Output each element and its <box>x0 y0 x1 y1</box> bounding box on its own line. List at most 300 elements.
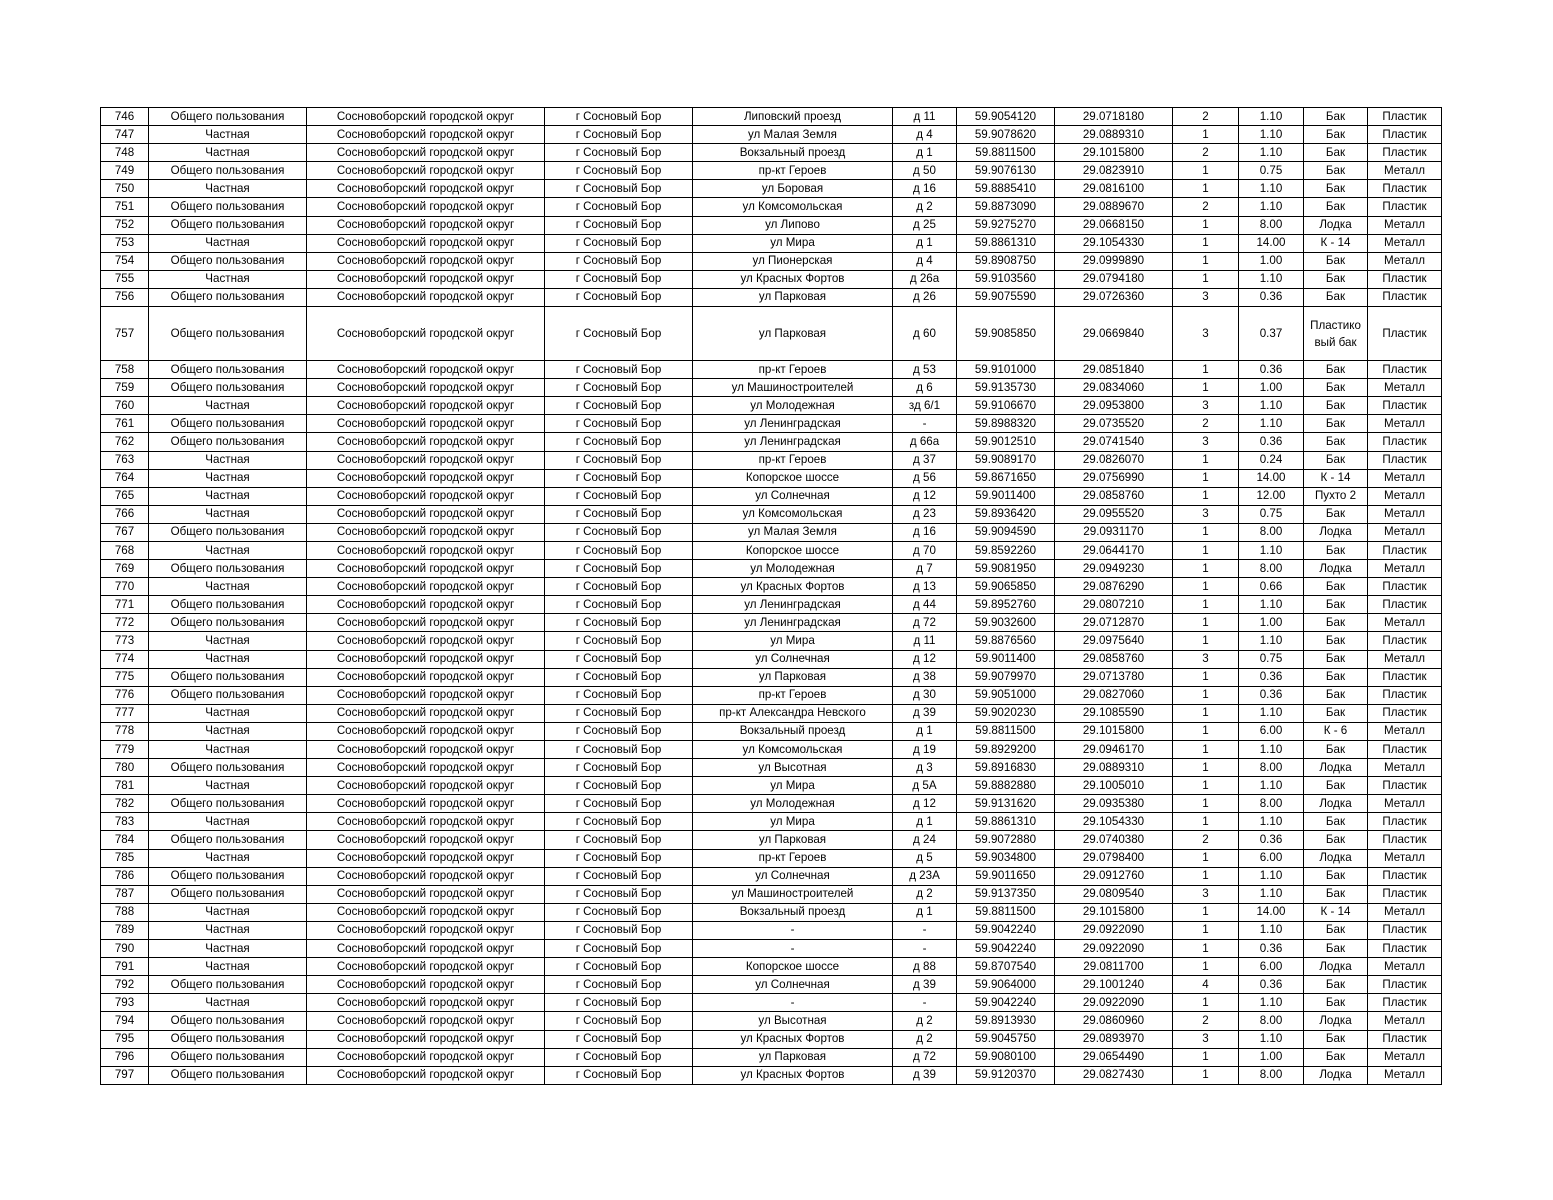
municipality-cell: Сосновоборский городской округ <box>307 162 545 180</box>
container-material-cell: Пластик <box>1368 831 1442 849</box>
container-count-cell: 3 <box>1173 885 1239 903</box>
latitude-cell: 59.9120370 <box>957 1066 1055 1084</box>
building-cell: д 66а <box>893 433 957 451</box>
longitude-cell: 29.0827430 <box>1055 1066 1173 1084</box>
latitude-cell: 59.9011400 <box>957 650 1055 668</box>
settlement-cell: г Сосновый Бор <box>545 940 693 958</box>
latitude-cell: 59.9011400 <box>957 487 1055 505</box>
street-cell: пр-кт Героев <box>693 451 893 469</box>
ownership-type-cell: Частная <box>149 505 307 523</box>
building-cell: д 53 <box>893 361 957 379</box>
container-type-cell: Бак <box>1304 921 1368 939</box>
building-cell: д 50 <box>893 162 957 180</box>
table-row <box>101 1048 1442 1066</box>
latitude-cell: 59.9101000 <box>957 361 1055 379</box>
container-type-cell: Лодка <box>1304 759 1368 777</box>
building-cell: - <box>893 940 957 958</box>
street-cell: ул Мира <box>693 813 893 831</box>
ownership-type-cell: Частная <box>149 849 307 867</box>
container-material-cell: Металл <box>1368 216 1442 234</box>
street-cell: ул Ленинградская <box>693 415 893 433</box>
latitude-cell: 59.8916830 <box>957 759 1055 777</box>
row-number-cell: 777 <box>101 704 149 722</box>
ownership-type-cell: Частная <box>149 270 307 288</box>
longitude-cell: 29.1015800 <box>1055 903 1173 921</box>
table-row <box>101 469 1442 487</box>
table-row <box>101 1066 1442 1084</box>
container-type-cell: Бак <box>1304 288 1368 306</box>
container-type-cell: Бак <box>1304 578 1368 596</box>
table-row <box>101 596 1442 614</box>
longitude-cell: 29.0889310 <box>1055 759 1173 777</box>
container-type-cell: Бак <box>1304 686 1368 704</box>
row-number-cell: 761 <box>101 415 149 433</box>
container-type-cell: Лодка <box>1304 795 1368 813</box>
municipality-cell: Сосновоборский городской округ <box>307 1012 545 1030</box>
ownership-type-cell: Частная <box>149 469 307 487</box>
container-count-cell: 1 <box>1173 849 1239 867</box>
building-cell: д 4 <box>893 252 957 270</box>
row-number-cell: 792 <box>101 976 149 994</box>
building-cell: д 23А <box>893 867 957 885</box>
municipality-cell: Сосновоборский городской округ <box>307 885 545 903</box>
container-volume-cell: 0.66 <box>1239 578 1304 596</box>
table-row <box>101 270 1442 288</box>
settlement-cell: г Сосновый Бор <box>545 759 693 777</box>
container-type-cell: Бак <box>1304 415 1368 433</box>
container-count-cell: 1 <box>1173 867 1239 885</box>
street-cell: ул Солнечная <box>693 867 893 885</box>
table-row <box>101 252 1442 270</box>
table-row <box>101 397 1442 415</box>
building-cell: д 25 <box>893 216 957 234</box>
container-type-cell: Бак <box>1304 126 1368 144</box>
table-row <box>101 144 1442 162</box>
settlement-cell: г Сосновый Бор <box>545 216 693 234</box>
municipality-cell: Сосновоборский городской округ <box>307 270 545 288</box>
container-type-cell: Бак <box>1304 198 1368 216</box>
building-cell: д 2 <box>893 198 957 216</box>
settlement-cell: г Сосновый Бор <box>545 668 693 686</box>
container-material-cell: Металл <box>1368 505 1442 523</box>
municipality-cell: Сосновоборский городской округ <box>307 1066 545 1084</box>
municipality-cell: Сосновоборский городской округ <box>307 722 545 740</box>
municipality-cell: Сосновоборский городской округ <box>307 940 545 958</box>
container-material-cell: Металл <box>1368 379 1442 397</box>
ownership-type-cell: Частная <box>149 451 307 469</box>
container-count-cell: 1 <box>1173 795 1239 813</box>
municipality-cell: Сосновоборский городской округ <box>307 523 545 541</box>
municipality-cell: Сосновоборский городской округ <box>307 252 545 270</box>
container-count-cell: 1 <box>1173 126 1239 144</box>
building-cell: д 6 <box>893 379 957 397</box>
container-volume-cell: 14.00 <box>1239 234 1304 252</box>
container-type-cell: Бак <box>1304 994 1368 1012</box>
row-number-cell: 771 <box>101 596 149 614</box>
table-row <box>101 560 1442 578</box>
settlement-cell: г Сосновый Бор <box>545 578 693 596</box>
container-material-cell: Металл <box>1368 795 1442 813</box>
municipality-cell: Сосновоборский городской округ <box>307 741 545 759</box>
container-count-cell: 2 <box>1173 415 1239 433</box>
longitude-cell: 29.0893970 <box>1055 1030 1173 1048</box>
row-number-cell: 766 <box>101 505 149 523</box>
latitude-cell: 59.8988320 <box>957 415 1055 433</box>
building-cell: д 2 <box>893 885 957 903</box>
table-row <box>101 126 1442 144</box>
building-cell: д 39 <box>893 976 957 994</box>
municipality-cell: Сосновоборский городской округ <box>307 451 545 469</box>
settlement-cell: г Сосновый Бор <box>545 433 693 451</box>
container-volume-cell: 1.00 <box>1239 1048 1304 1066</box>
settlement-cell: г Сосновый Бор <box>545 704 693 722</box>
ownership-type-cell: Общего пользования <box>149 523 307 541</box>
ownership-type-cell: Общего пользования <box>149 379 307 397</box>
container-material-cell: Пластик <box>1368 632 1442 650</box>
longitude-cell: 29.0669840 <box>1055 307 1173 361</box>
latitude-cell: 59.9080100 <box>957 1048 1055 1066</box>
street-cell: пр-кт Героев <box>693 849 893 867</box>
row-number-cell: 756 <box>101 288 149 306</box>
municipality-cell: Сосновоборский городской округ <box>307 144 545 162</box>
ownership-type-cell: Частная <box>149 144 307 162</box>
latitude-cell: 59.8873090 <box>957 198 1055 216</box>
container-volume-cell: 1.10 <box>1239 885 1304 903</box>
table-row <box>101 505 1442 523</box>
municipality-cell: Сосновоборский городской округ <box>307 469 545 487</box>
municipality-cell: Сосновоборский городской округ <box>307 686 545 704</box>
container-material-cell: Пластик <box>1368 198 1442 216</box>
container-material-cell: Металл <box>1368 523 1442 541</box>
settlement-cell: г Сосновый Бор <box>545 722 693 740</box>
container-material-cell: Пластик <box>1368 596 1442 614</box>
container-count-cell: 1 <box>1173 578 1239 596</box>
street-cell: ул Красных Фортов <box>693 1030 893 1048</box>
container-count-cell: 1 <box>1173 469 1239 487</box>
container-type-cell: Бак <box>1304 813 1368 831</box>
ownership-type-cell: Общего пользования <box>149 976 307 994</box>
ownership-type-cell: Частная <box>149 940 307 958</box>
table-row <box>101 578 1442 596</box>
latitude-cell: 59.8882880 <box>957 777 1055 795</box>
container-material-cell: Пластик <box>1368 1030 1442 1048</box>
row-number-cell: 747 <box>101 126 149 144</box>
settlement-cell: г Сосновый Бор <box>545 994 693 1012</box>
longitude-cell: 29.0949230 <box>1055 560 1173 578</box>
street-cell: ул Мира <box>693 777 893 795</box>
ownership-type-cell: Частная <box>149 903 307 921</box>
row-number-cell: 788 <box>101 903 149 921</box>
settlement-cell: г Сосновый Бор <box>545 541 693 559</box>
container-count-cell: 1 <box>1173 704 1239 722</box>
municipality-cell: Сосновоборский городской округ <box>307 216 545 234</box>
municipality-cell: Сосновоборский городской округ <box>307 831 545 849</box>
row-number-cell: 785 <box>101 849 149 867</box>
street-cell: Копорское шоссе <box>693 469 893 487</box>
latitude-cell: 59.9034800 <box>957 849 1055 867</box>
container-volume-cell: 6.00 <box>1239 722 1304 740</box>
row-number-cell: 791 <box>101 958 149 976</box>
container-material-cell: Металл <box>1368 1012 1442 1030</box>
longitude-cell: 29.0858760 <box>1055 650 1173 668</box>
container-count-cell: 1 <box>1173 162 1239 180</box>
ownership-type-cell: Общего пользования <box>149 198 307 216</box>
municipality-cell: Сосновоборский городской округ <box>307 397 545 415</box>
container-volume-cell: 1.10 <box>1239 632 1304 650</box>
building-cell: д 26 <box>893 288 957 306</box>
municipality-cell: Сосновоборский городской округ <box>307 578 545 596</box>
table-row <box>101 777 1442 795</box>
latitude-cell: 59.9081950 <box>957 560 1055 578</box>
row-number-cell: 795 <box>101 1030 149 1048</box>
container-material-cell: Пластик <box>1368 578 1442 596</box>
ownership-type-cell: Общего пользования <box>149 795 307 813</box>
settlement-cell: г Сосновый Бор <box>545 1030 693 1048</box>
building-cell: д 2 <box>893 1030 957 1048</box>
container-material-cell: Пластик <box>1368 270 1442 288</box>
container-material-cell: Пластик <box>1368 867 1442 885</box>
street-cell: ул Пионерская <box>693 252 893 270</box>
table-row <box>101 813 1442 831</box>
container-count-cell: 1 <box>1173 361 1239 379</box>
container-volume-cell: 1.10 <box>1239 108 1304 126</box>
settlement-cell: г Сосновый Бор <box>545 415 693 433</box>
container-type-cell: Бак <box>1304 976 1368 994</box>
container-type-cell: Бак <box>1304 650 1368 668</box>
container-type-cell: Бак <box>1304 451 1368 469</box>
container-volume-cell: 8.00 <box>1239 795 1304 813</box>
container-volume-cell: 0.36 <box>1239 686 1304 704</box>
container-volume-cell: 1.10 <box>1239 198 1304 216</box>
building-cell: д 16 <box>893 523 957 541</box>
settlement-cell: г Сосновый Бор <box>545 560 693 578</box>
latitude-cell: 59.8913930 <box>957 1012 1055 1030</box>
municipality-cell: Сосновоборский городской округ <box>307 307 545 361</box>
latitude-cell: 59.8936420 <box>957 505 1055 523</box>
container-type-cell: Бак <box>1304 632 1368 650</box>
street-cell: ул Красных Фортов <box>693 1066 893 1084</box>
building-cell: д 1 <box>893 903 957 921</box>
container-volume-cell: 6.00 <box>1239 958 1304 976</box>
container-type-cell: Лодка <box>1304 523 1368 541</box>
container-volume-cell: 1.10 <box>1239 126 1304 144</box>
container-type-cell: Бак <box>1304 668 1368 686</box>
container-volume-cell: 0.75 <box>1239 650 1304 668</box>
container-volume-cell: 1.10 <box>1239 921 1304 939</box>
container-type-cell: Бак <box>1304 614 1368 632</box>
municipality-cell: Сосновоборский городской округ <box>307 632 545 650</box>
ownership-type-cell: Общего пользования <box>149 885 307 903</box>
container-type-cell: Лодка <box>1304 849 1368 867</box>
longitude-cell: 29.0858760 <box>1055 487 1173 505</box>
municipality-cell: Сосновоборский городской округ <box>307 198 545 216</box>
row-number-cell: 779 <box>101 741 149 759</box>
longitude-cell: 29.0823910 <box>1055 162 1173 180</box>
settlement-cell: г Сосновый Бор <box>545 198 693 216</box>
container-volume-cell: 0.37 <box>1239 307 1304 361</box>
street-cell: ул Высотная <box>693 759 893 777</box>
container-count-cell: 1 <box>1173 541 1239 559</box>
longitude-cell: 29.1001240 <box>1055 976 1173 994</box>
table-row <box>101 433 1442 451</box>
building-cell: д 2 <box>893 1012 957 1030</box>
latitude-cell: 59.8876560 <box>957 632 1055 650</box>
container-count-cell: 3 <box>1173 1030 1239 1048</box>
settlement-cell: г Сосновый Бор <box>545 108 693 126</box>
container-count-cell: 2 <box>1173 831 1239 849</box>
building-cell: д 24 <box>893 831 957 849</box>
container-volume-cell: 0.75 <box>1239 505 1304 523</box>
street-cell: ул Высотная <box>693 1012 893 1030</box>
building-cell: д 5 <box>893 849 957 867</box>
container-count-cell: 2 <box>1173 198 1239 216</box>
street-cell: ул Красных Фортов <box>693 578 893 596</box>
latitude-cell: 59.8929200 <box>957 741 1055 759</box>
container-type-cell: Пластико вый бак <box>1304 307 1368 361</box>
settlement-cell: г Сосновый Бор <box>545 505 693 523</box>
settlement-cell: г Сосновый Бор <box>545 307 693 361</box>
container-type-cell: Бак <box>1304 1048 1368 1066</box>
building-cell: д 7 <box>893 560 957 578</box>
row-number-cell: 749 <box>101 162 149 180</box>
container-volume-cell: 0.36 <box>1239 668 1304 686</box>
row-number-cell: 759 <box>101 379 149 397</box>
latitude-cell: 59.9065850 <box>957 578 1055 596</box>
container-type-cell: К - 14 <box>1304 234 1368 252</box>
longitude-cell: 29.0922090 <box>1055 921 1173 939</box>
row-number-cell: 770 <box>101 578 149 596</box>
container-volume-cell: 1.00 <box>1239 379 1304 397</box>
container-type-cell: К - 6 <box>1304 722 1368 740</box>
latitude-cell: 59.8811500 <box>957 903 1055 921</box>
municipality-cell: Сосновоборский городской округ <box>307 813 545 831</box>
longitude-cell: 29.1015800 <box>1055 144 1173 162</box>
latitude-cell: 59.8811500 <box>957 144 1055 162</box>
latitude-cell: 59.8885410 <box>957 180 1055 198</box>
street-cell: ул Молодежная <box>693 560 893 578</box>
container-type-cell: Бак <box>1304 596 1368 614</box>
latitude-cell: 59.9089170 <box>957 451 1055 469</box>
latitude-cell: 59.8671650 <box>957 469 1055 487</box>
container-type-cell: Бак <box>1304 162 1368 180</box>
container-count-cell: 1 <box>1173 994 1239 1012</box>
table-row <box>101 1030 1442 1048</box>
container-type-cell: Бак <box>1304 831 1368 849</box>
container-count-cell: 1 <box>1173 216 1239 234</box>
building-cell: д 39 <box>893 1066 957 1084</box>
longitude-cell: 29.0922090 <box>1055 994 1173 1012</box>
longitude-cell: 29.0756990 <box>1055 469 1173 487</box>
container-material-cell: Пластик <box>1368 976 1442 994</box>
row-number-cell: 758 <box>101 361 149 379</box>
latitude-cell: 59.9011650 <box>957 867 1055 885</box>
settlement-cell: г Сосновый Бор <box>545 632 693 650</box>
latitude-cell: 59.9131620 <box>957 795 1055 813</box>
ownership-type-cell: Частная <box>149 650 307 668</box>
settlement-cell: г Сосновый Бор <box>545 361 693 379</box>
street-cell: ул Малая Земля <box>693 523 893 541</box>
longitude-cell: 29.0935380 <box>1055 795 1173 813</box>
settlement-cell: г Сосновый Бор <box>545 523 693 541</box>
ownership-type-cell: Частная <box>149 777 307 795</box>
settlement-cell: г Сосновый Бор <box>545 451 693 469</box>
ownership-type-cell: Общего пользования <box>149 415 307 433</box>
building-cell: д 11 <box>893 108 957 126</box>
street-cell: - <box>693 921 893 939</box>
row-number-cell: 751 <box>101 198 149 216</box>
building-cell: д 12 <box>893 487 957 505</box>
longitude-cell: 29.0889310 <box>1055 126 1173 144</box>
container-volume-cell: 8.00 <box>1239 759 1304 777</box>
table-row <box>101 741 1442 759</box>
table-row <box>101 668 1442 686</box>
row-number-cell: 752 <box>101 216 149 234</box>
municipality-cell: Сосновоборский городской округ <box>307 541 545 559</box>
street-cell: ул Комсомольская <box>693 505 893 523</box>
settlement-cell: г Сосновый Бор <box>545 849 693 867</box>
container-material-cell: Пластик <box>1368 397 1442 415</box>
row-number-cell: 783 <box>101 813 149 831</box>
ownership-type-cell: Общего пользования <box>149 1048 307 1066</box>
container-volume-cell: 14.00 <box>1239 469 1304 487</box>
row-number-cell: 768 <box>101 541 149 559</box>
ownership-type-cell: Частная <box>149 541 307 559</box>
building-cell: - <box>893 994 957 1012</box>
container-volume-cell: 14.00 <box>1239 903 1304 921</box>
longitude-cell: 29.0851840 <box>1055 361 1173 379</box>
container-type-cell: Бак <box>1304 433 1368 451</box>
building-cell: д 1 <box>893 813 957 831</box>
longitude-cell: 29.0713780 <box>1055 668 1173 686</box>
row-number-cell: 764 <box>101 469 149 487</box>
container-type-cell: Бак <box>1304 1030 1368 1048</box>
latitude-cell: 59.9085850 <box>957 307 1055 361</box>
container-material-cell: Металл <box>1368 234 1442 252</box>
container-type-cell: Бак <box>1304 541 1368 559</box>
ownership-type-cell: Общего пользования <box>149 596 307 614</box>
table-row <box>101 759 1442 777</box>
latitude-cell: 59.9275270 <box>957 216 1055 234</box>
building-cell: д 5А <box>893 777 957 795</box>
latitude-cell: 59.9032600 <box>957 614 1055 632</box>
container-count-cell: 1 <box>1173 270 1239 288</box>
table-row <box>101 831 1442 849</box>
container-material-cell: Металл <box>1368 958 1442 976</box>
latitude-cell: 59.8861310 <box>957 234 1055 252</box>
table-row <box>101 216 1442 234</box>
container-material-cell: Пластик <box>1368 541 1442 559</box>
building-cell: д 38 <box>893 668 957 686</box>
container-material-cell: Пластик <box>1368 126 1442 144</box>
table-row <box>101 108 1442 126</box>
municipality-cell: Сосновоборский городской округ <box>307 650 545 668</box>
row-number-cell: 746 <box>101 108 149 126</box>
street-cell: ул Солнечная <box>693 487 893 505</box>
container-volume-cell: 1.10 <box>1239 1030 1304 1048</box>
municipality-cell: Сосновоборский городской округ <box>307 180 545 198</box>
municipality-cell: Сосновоборский городской округ <box>307 777 545 795</box>
row-number-cell: 750 <box>101 180 149 198</box>
longitude-cell: 29.0975640 <box>1055 632 1173 650</box>
container-volume-cell: 8.00 <box>1239 523 1304 541</box>
row-number-cell: 797 <box>101 1066 149 1084</box>
container-type-cell: Бак <box>1304 505 1368 523</box>
container-type-cell: Лодка <box>1304 1012 1368 1030</box>
street-cell: ул Парковая <box>693 831 893 849</box>
container-type-cell: Бак <box>1304 270 1368 288</box>
ownership-type-cell: Частная <box>149 994 307 1012</box>
building-cell: д 26а <box>893 270 957 288</box>
